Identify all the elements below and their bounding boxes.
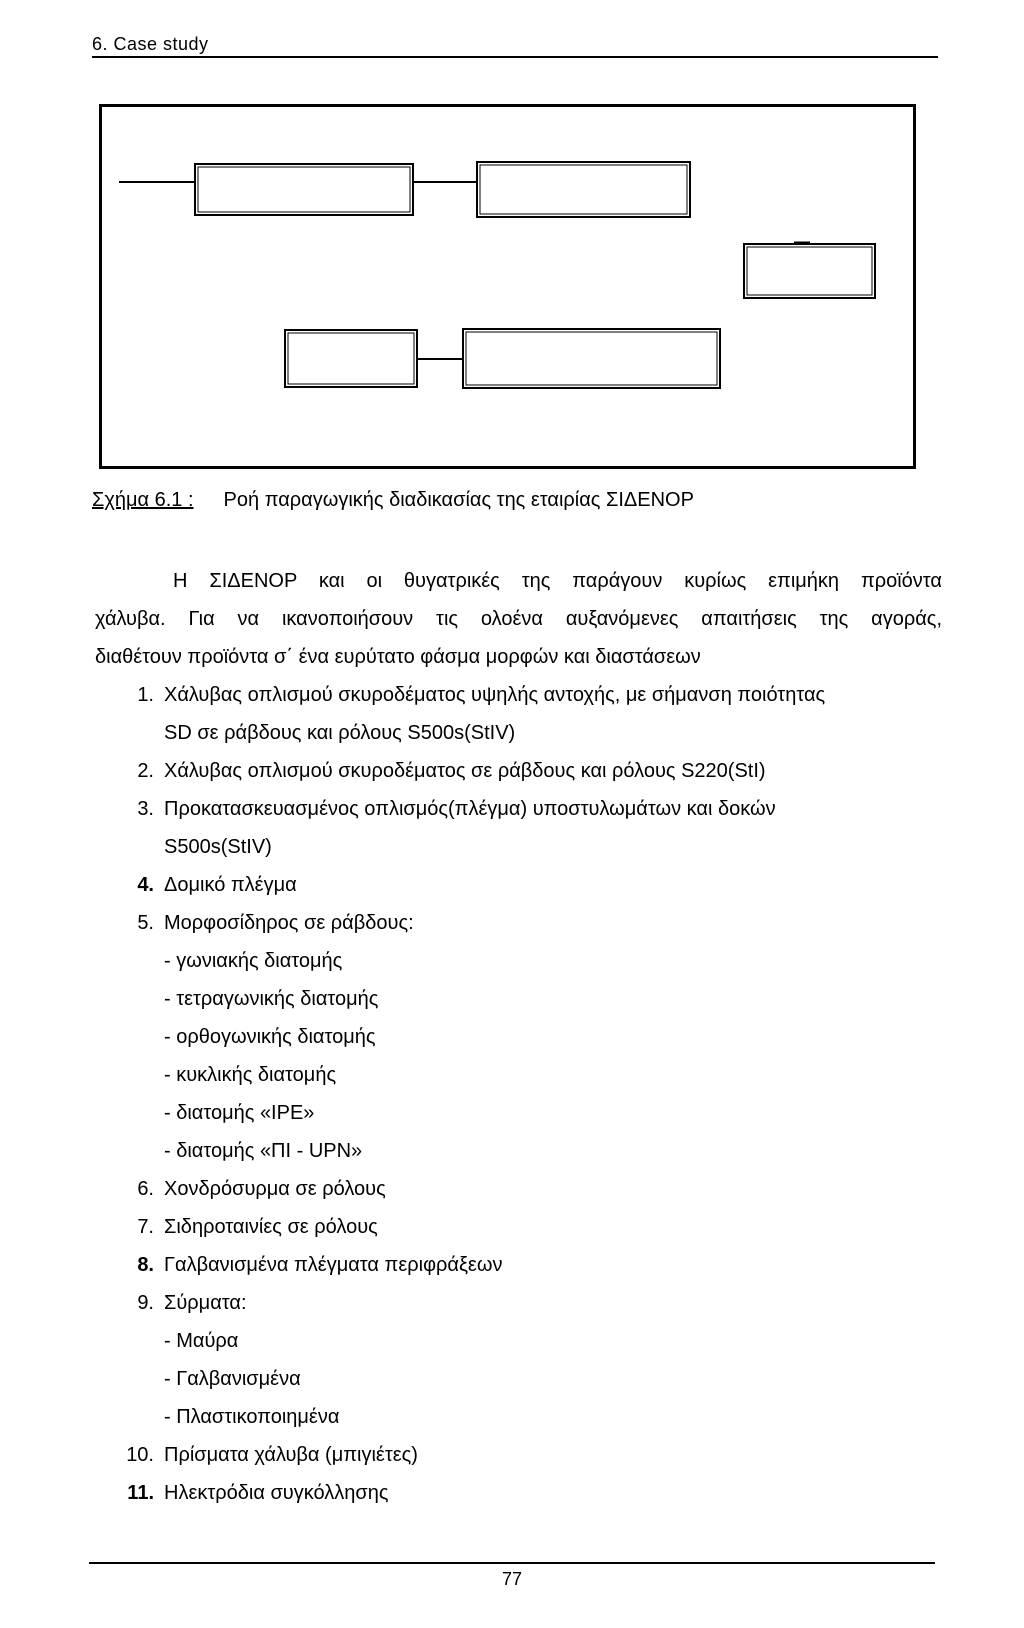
flow-diagram-figure [99, 104, 916, 469]
process-box [480, 165, 687, 214]
page-number: 77 [501, 1569, 523, 1589]
sub-item: - Μαύρα [164, 1330, 239, 1352]
list-item: 7. Σιδηροταινίες σε ρόλους [137, 1216, 378, 1238]
sub-item: - τετραγωνικής διατομής [164, 988, 379, 1010]
process-box [285, 330, 417, 387]
intro-line: Η ΣΙΔΕΝΟΡ και οι θυγατρικές της παράγουν κυρίως επιμήκη προϊόντα [173, 570, 942, 592]
process-box [195, 164, 413, 215]
list-item: 3. Προκατασκευασμένος οπλισμός(πλέγμα) υποστυλωμάτων και δοκών [137, 798, 776, 820]
sub-item: - διατομής «ΠΙ - UPN» [164, 1140, 363, 1162]
sub-item: - διατομής «IPE» [164, 1102, 315, 1124]
header-rule [92, 56, 938, 58]
process-box [198, 167, 410, 212]
list-item: 9. Σύρματα: [137, 1292, 247, 1314]
process-box [463, 329, 720, 388]
document-body [95, 562, 942, 1512]
list-item: 4. Δομικό πλέγμα [137, 874, 297, 896]
process-box [747, 247, 872, 295]
list-item-continuation: SD σε ράβδους και ρόλους S500s(StIV) [164, 722, 516, 744]
figure-caption-text: Ροή παραγωγικής διαδικασίας της εταιρίας ΣΙΔΕΝΟΡ [223, 489, 694, 511]
list-item: 2. Χάλυβας οπλισμού σκυροδέματος σε ράβδους και ρόλους S220(StI) [137, 760, 766, 782]
flow-diagram [102, 107, 913, 466]
list-item: 5. Μορφοσίδηρος σε ράβδους: [137, 912, 414, 934]
intro-line: διαθέτουν προϊόντα σ΄ ένα ευρύτατο φάσμα μορφών και διαστάσεων [95, 646, 701, 668]
process-box [466, 332, 717, 385]
sub-item: - Πλαστικοποιημένα [164, 1406, 340, 1428]
process-box [744, 244, 875, 298]
process-box [477, 162, 690, 217]
list-item: 11. Ηλεκτρόδια συγκόλλησης [127, 1482, 389, 1504]
footer-rule [89, 1562, 935, 1564]
sub-item: - Γαλβανισμένα [164, 1368, 301, 1390]
list-item-continuation: S500s(StIV) [164, 836, 272, 858]
product-list [95, 676, 942, 1512]
list-item: 10. Πρίσματα χάλυβα (μπιγιέτες) [126, 1444, 418, 1466]
figure-caption-label: Σχήμα 6.1 : [92, 489, 194, 511]
sub-item: - γωνιακής διατομής [164, 950, 343, 972]
list-item: 6. Χονδρόσυρμα σε ρόλους [137, 1178, 386, 1200]
sub-item: - ορθογωνικής διατομής [164, 1026, 376, 1048]
process-box [288, 333, 414, 384]
intro-line: χάλυβα. Για να ικανοποιήσουν τις ολοένα αυξανόμενες απαιτήσεις της αγοράς, [95, 608, 942, 630]
figure-caption [92, 489, 694, 512]
list-item: 1. Χάλυβας οπλισμού σκυροδέματος υψηλής αντοχής, με σήμανση ποιότητας [137, 684, 826, 706]
list-item: 8. Γαλβανισμένα πλέγματα περιφράξεων [137, 1254, 503, 1276]
sub-item: - κυκλικής διατομής [164, 1064, 337, 1086]
page-header: 6. Case study [92, 34, 209, 54]
